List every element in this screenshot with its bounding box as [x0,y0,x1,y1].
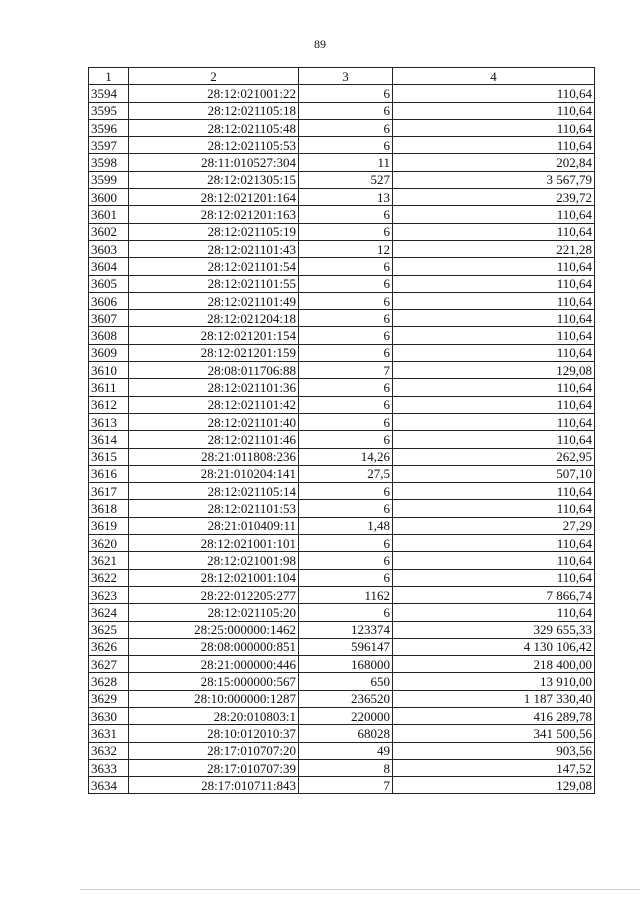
row-number-cell: 3625 [89,621,129,638]
row-number-cell: 3618 [89,500,129,517]
table-row [89,292,595,309]
amount-cell: 110,64 [393,535,595,552]
amount-cell: 110,64 [393,604,595,621]
amount-cell: 110,64 [393,206,595,223]
table-row [89,448,595,465]
amount-cell: 110,64 [393,569,595,586]
table-body [89,85,595,794]
cadastral-number-cell: 28:12:021101:54 [129,258,299,275]
cadastral-number-cell: 28:12:021101:40 [129,413,299,430]
area-cell: 12 [299,240,393,257]
cadastral-number-cell: 28:17:010707:20 [129,742,299,759]
area-cell: 68028 [299,725,393,742]
row-number-cell: 3601 [89,206,129,223]
row-number-cell: 3631 [89,725,129,742]
row-number-cell: 3629 [89,690,129,707]
area-cell: 527 [299,171,393,188]
amount-cell: 110,64 [393,137,595,154]
amount-cell: 110,64 [393,292,595,309]
table-row [89,102,595,119]
area-cell: 6 [299,379,393,396]
area-cell: 6 [299,275,393,292]
cadastral-number-cell: 28:08:000000:851 [129,638,299,655]
area-cell: 6 [299,604,393,621]
cadastral-number-cell: 28:12:021101:49 [129,292,299,309]
area-cell: 6 [299,552,393,569]
table-row [89,240,595,257]
column-header: 4 [393,68,595,85]
cadastral-number-cell: 28:12:021101:42 [129,396,299,413]
amount-cell: 110,64 [393,413,595,430]
area-cell: 6 [299,292,393,309]
amount-cell: 507,10 [393,465,595,482]
area-cell: 123374 [299,621,393,638]
row-number-cell: 3626 [89,638,129,655]
amount-cell: 13 910,00 [393,673,595,690]
table-row [89,569,595,586]
cadastral-number-cell: 28:17:010707:39 [129,759,299,776]
area-cell: 1,48 [299,517,393,534]
amount-cell: 221,28 [393,240,595,257]
cadastral-number-cell: 28:20:010803:1 [129,707,299,724]
table-row [89,500,595,517]
area-cell: 6 [299,310,393,327]
row-number-cell: 3612 [89,396,129,413]
row-number-cell: 3615 [89,448,129,465]
amount-cell: 129,08 [393,777,595,794]
column-header: 3 [299,68,393,85]
area-cell: 168000 [299,656,393,673]
cadastral-number-cell: 28:12:021105:18 [129,102,299,119]
area-cell: 236520 [299,690,393,707]
table-row [89,759,595,776]
row-number-cell: 3599 [89,171,129,188]
area-cell: 11 [299,154,393,171]
cadastral-number-cell: 28:12:021101:43 [129,240,299,257]
table-row [89,258,595,275]
amount-cell: 110,64 [393,119,595,136]
row-number-cell: 3621 [89,552,129,569]
amount-cell: 4 130 106,42 [393,638,595,655]
area-cell: 6 [299,396,393,413]
amount-cell: 262,95 [393,448,595,465]
area-cell: 6 [299,327,393,344]
cadastral-number-cell: 28:21:000000:446 [129,656,299,673]
row-number-cell: 3622 [89,569,129,586]
amount-cell: 3 567,79 [393,171,595,188]
table-row [89,379,595,396]
table-row [89,85,595,102]
table-row [89,189,595,206]
table-row [89,223,595,240]
row-number-cell: 3597 [89,137,129,154]
area-cell: 6 [299,258,393,275]
cadastral-number-cell: 28:12:021201:163 [129,206,299,223]
row-number-cell: 3602 [89,223,129,240]
table-row [89,586,595,603]
row-number-cell: 3616 [89,465,129,482]
amount-cell: 110,64 [393,310,595,327]
amount-cell: 110,64 [393,258,595,275]
area-cell: 13 [299,189,393,206]
cadastral-number-cell: 28:12:021001:98 [129,552,299,569]
amount-cell: 110,64 [393,500,595,517]
area-cell: 1162 [299,586,393,603]
cadastral-number-cell: 28:17:010711:843 [129,777,299,794]
row-number-cell: 3619 [89,517,129,534]
row-number-cell: 3609 [89,344,129,361]
area-cell: 596147 [299,638,393,655]
amount-cell: 147,52 [393,759,595,776]
row-number-cell: 3596 [89,119,129,136]
row-number-cell: 3604 [89,258,129,275]
table-row [89,483,595,500]
amount-cell: 110,64 [393,327,595,344]
row-number-cell: 3632 [89,742,129,759]
area-cell: 6 [299,569,393,586]
table-row [89,465,595,482]
row-number-cell: 3614 [89,431,129,448]
row-number-cell: 3610 [89,362,129,379]
table-row [89,431,595,448]
row-number-cell: 3617 [89,483,129,500]
area-cell: 6 [299,431,393,448]
table-row [89,362,595,379]
table-row [89,656,595,673]
table-row [89,604,595,621]
cadastral-number-cell: 28:12:021001:104 [129,569,299,586]
table-row [89,638,595,655]
amount-cell: 202,84 [393,154,595,171]
registry-table [88,67,595,794]
cadastral-number-cell: 28:12:021105:53 [129,137,299,154]
row-number-cell: 3613 [89,413,129,430]
area-cell: 6 [299,206,393,223]
column-header: 1 [89,68,129,85]
cadastral-number-cell: 28:21:010409:11 [129,517,299,534]
row-number-cell: 3630 [89,707,129,724]
table-row [89,310,595,327]
cadastral-number-cell: 28:25:000000:1462 [129,621,299,638]
cadastral-number-cell: 28:15:000000:567 [129,673,299,690]
cadastral-number-cell: 28:12:021201:159 [129,344,299,361]
area-cell: 7 [299,777,393,794]
table-row [89,742,595,759]
page-number: 89 [314,37,326,51]
amount-cell: 329 655,33 [393,621,595,638]
amount-cell: 110,64 [393,85,595,102]
table-row [89,517,595,534]
row-number-cell: 3600 [89,189,129,206]
table-row [89,275,595,292]
row-number-cell: 3594 [89,85,129,102]
cadastral-number-cell: 28:12:021201:164 [129,189,299,206]
column-header: 2 [129,68,299,85]
cadastral-number-cell: 28:12:021105:48 [129,119,299,136]
cadastral-number-cell: 28:10:000000:1287 [129,690,299,707]
area-cell: 27,5 [299,465,393,482]
amount-cell: 110,64 [393,483,595,500]
cadastral-number-cell: 28:12:021101:53 [129,500,299,517]
row-number-cell: 3608 [89,327,129,344]
amount-cell: 110,64 [393,396,595,413]
amount-cell: 239,72 [393,189,595,206]
area-cell: 6 [299,223,393,240]
table-row [89,535,595,552]
table-row [89,673,595,690]
cadastral-number-cell: 28:12:021101:55 [129,275,299,292]
row-number-cell: 3605 [89,275,129,292]
row-number-cell: 3624 [89,604,129,621]
row-number-cell: 3603 [89,240,129,257]
area-cell: 8 [299,759,393,776]
cadastral-number-cell: 28:12:021204:18 [129,310,299,327]
bottom-edge-line [80,889,640,890]
amount-cell: 110,64 [393,431,595,448]
cadastral-number-cell: 28:12:021001:22 [129,85,299,102]
table-row [89,413,595,430]
cadastral-number-cell: 28:11:010527:304 [129,154,299,171]
amount-cell: 416 289,78 [393,707,595,724]
area-cell: 6 [299,102,393,119]
area-cell: 6 [299,119,393,136]
amount-cell: 218 400,00 [393,656,595,673]
cadastral-number-cell: 28:12:021001:101 [129,535,299,552]
table-header-row [89,68,595,85]
table-row [89,206,595,223]
amount-cell: 7 866,74 [393,586,595,603]
area-cell: 7 [299,362,393,379]
row-number-cell: 3620 [89,535,129,552]
amount-cell: 110,64 [393,344,595,361]
area-cell: 6 [299,500,393,517]
cadastral-number-cell: 28:12:021105:20 [129,604,299,621]
row-number-cell: 3606 [89,292,129,309]
amount-cell: 110,64 [393,552,595,569]
amount-cell: 341 500,56 [393,725,595,742]
area-cell: 6 [299,344,393,361]
row-number-cell: 3634 [89,777,129,794]
table-row [89,119,595,136]
table-row [89,396,595,413]
amount-cell: 903,56 [393,742,595,759]
amount-cell: 110,64 [393,223,595,240]
row-number-cell: 3623 [89,586,129,603]
cadastral-number-cell: 28:10:012010:37 [129,725,299,742]
table-row [89,777,595,794]
area-cell: 650 [299,673,393,690]
area-cell: 6 [299,413,393,430]
row-number-cell: 3598 [89,154,129,171]
table-row [89,690,595,707]
table-row [89,137,595,154]
area-cell: 6 [299,483,393,500]
area-cell: 220000 [299,707,393,724]
amount-cell: 110,64 [393,102,595,119]
cadastral-number-cell: 28:22:012205:277 [129,586,299,603]
table-row [89,707,595,724]
row-number-cell: 3627 [89,656,129,673]
amount-cell: 110,64 [393,275,595,292]
table-row [89,154,595,171]
area-cell: 49 [299,742,393,759]
table-row [89,171,595,188]
area-cell: 14,26 [299,448,393,465]
table-row [89,725,595,742]
cadastral-number-cell: 28:12:021305:15 [129,171,299,188]
table-row [89,344,595,361]
area-cell: 6 [299,535,393,552]
amount-cell: 110,64 [393,379,595,396]
cadastral-number-cell: 28:12:021105:14 [129,483,299,500]
cadastral-number-cell: 28:12:021101:46 [129,431,299,448]
row-number-cell: 3628 [89,673,129,690]
amount-cell: 1 187 330,40 [393,690,595,707]
amount-cell: 129,08 [393,362,595,379]
area-cell: 6 [299,85,393,102]
cadastral-number-cell: 28:08:011706:88 [129,362,299,379]
row-number-cell: 3633 [89,759,129,776]
cadastral-number-cell: 28:21:010204:141 [129,465,299,482]
cadastral-number-cell: 28:21:011808:236 [129,448,299,465]
amount-cell: 27,29 [393,517,595,534]
cadastral-number-cell: 28:12:021101:36 [129,379,299,396]
cadastral-number-cell: 28:12:021201:154 [129,327,299,344]
table-row [89,621,595,638]
table-row [89,327,595,344]
row-number-cell: 3611 [89,379,129,396]
cadastral-number-cell: 28:12:021105:19 [129,223,299,240]
area-cell: 6 [299,137,393,154]
table-row [89,552,595,569]
row-number-cell: 3595 [89,102,129,119]
row-number-cell: 3607 [89,310,129,327]
